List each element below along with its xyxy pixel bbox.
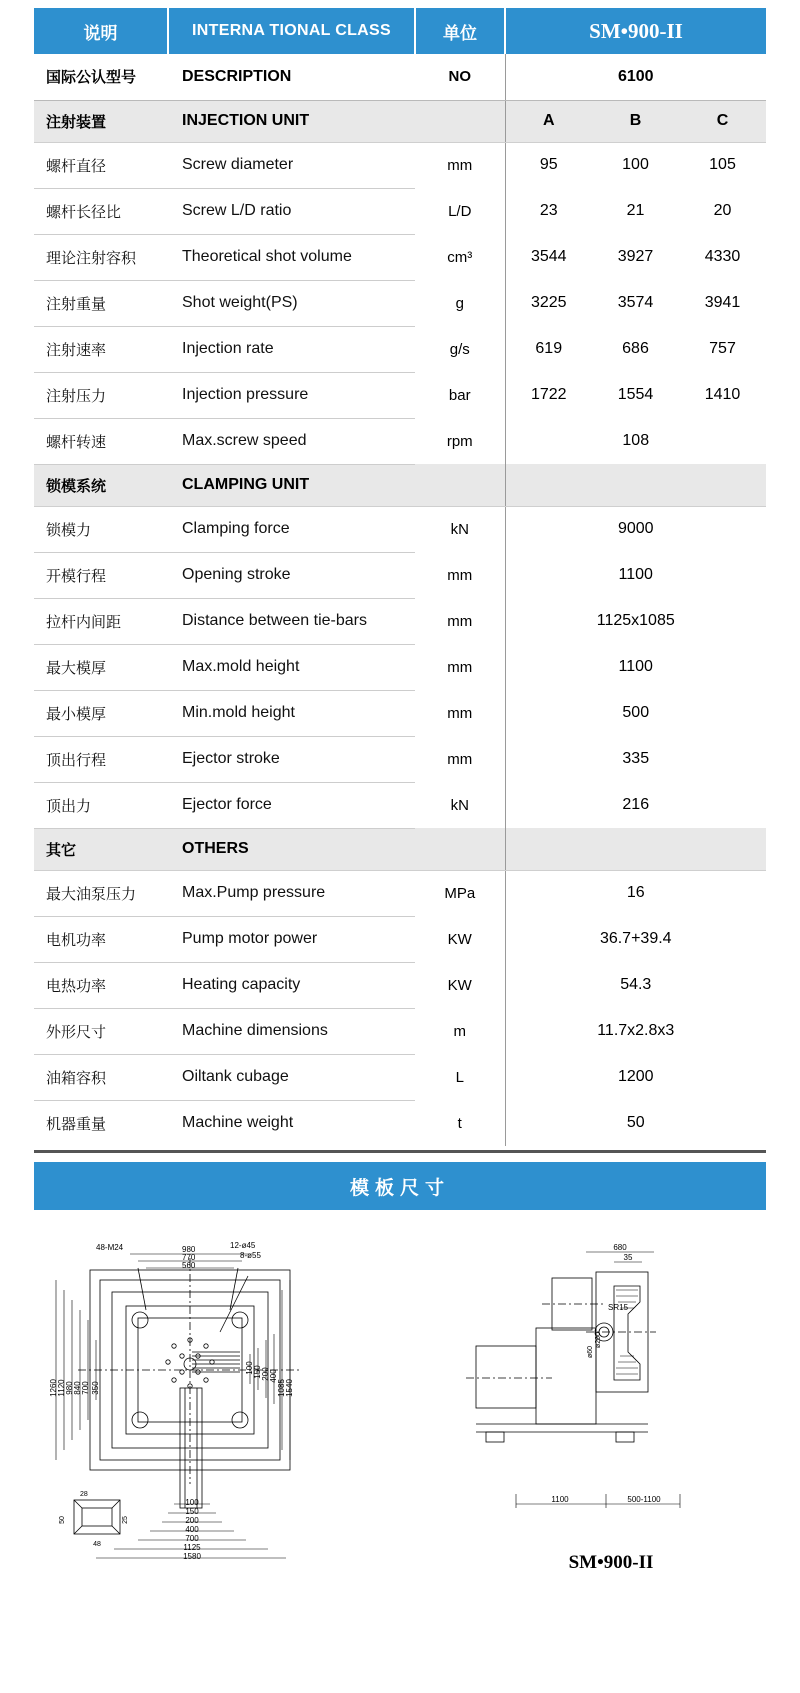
row-value-span: 50 [505,1100,766,1146]
row-en: Injection pressure [168,372,415,418]
row-value-a: 3544 [505,234,592,280]
row-cn: 顶出力 [34,782,168,828]
platen-dim-b6: 1125 [183,1543,201,1552]
row-en: Theoretical shot volume [168,234,415,280]
section-en: INJECTION UNIT [168,100,415,142]
row-en: Max.screw speed [168,418,415,464]
machine-label-sr15: SR15 [608,1303,629,1312]
table-row [34,1008,766,1054]
row-unit: mm [447,612,473,630]
machine-drawing [456,1228,766,1574]
table-row [34,644,766,690]
table-row [34,1100,766,1146]
header-unit: 单位 [415,8,505,54]
row-value-c: 105 [709,156,736,174]
row-cn: 电机功率 [34,916,168,962]
platen-dim-840: 840 [73,1381,82,1395]
machine-dim-d60: ø60 [587,1345,594,1359]
row-cn: 拉杆内间距 [34,598,168,644]
row-unit: mm [447,704,473,722]
row-cn: 螺杆长径比 [34,188,168,234]
row-value-a: 23 [505,188,592,234]
section-unit-blank [415,828,505,870]
machine-dim-500-1100: 500-1100 [627,1495,661,1504]
section-header-injection [34,100,766,142]
row-cn: 外形尺寸 [34,1008,168,1054]
table-row [34,552,766,598]
row-value-b: 3574 [617,294,654,311]
table-row [34,142,766,188]
row-en: Max.Pump pressure [168,870,415,916]
row-value-span: 54.3 [505,962,766,1008]
row-cn: 油箱容积 [34,1054,168,1100]
platen-dim-200: 200 [261,1367,270,1381]
row-cn: 最小模厚 [34,690,168,736]
row-cn: 最大模厚 [34,644,168,690]
platen-dim-150: 150 [253,1365,262,1379]
detail-dim-28: 28 [80,1491,88,1498]
platen-dim-980: 980 [65,1381,74,1395]
row-cn: 注射速率 [34,326,168,372]
header-en: INTERNA TIONAL CLASS [168,8,415,54]
platen-drawing [34,1228,364,1568]
row-unit: kN [450,796,469,814]
row-unit: bar [448,386,471,404]
row-value-b: 1554 [617,386,654,403]
row-cn: 理论注射容积 [34,234,168,280]
platen-dim-b2: 150 [185,1507,199,1516]
row-en: Screw diameter [168,142,415,188]
table-bottom-rule [34,1150,766,1153]
row-value-b: 100 [622,156,649,174]
table-row [34,506,766,552]
table-row [34,598,766,644]
drawings-area [34,1228,766,1574]
table-row [34,916,766,962]
machine-dim-1100: 1100 [551,1495,569,1504]
row-value-c: 4330 [704,248,741,265]
platen-dim-700: 700 [81,1381,90,1395]
machine-dim-680: 680 [613,1243,627,1252]
row-en: Opening stroke [168,552,415,598]
row-unit: mm [447,156,473,174]
column-header-a: A [505,100,592,142]
row-unit: mm [447,750,473,768]
table-row [34,372,766,418]
row-value-c: 757 [709,340,736,357]
detail-dim-50: 50 [59,1516,66,1524]
table-header-row [34,8,766,54]
row-unit: KW [447,976,472,994]
platen-dim-400: 400 [269,1369,278,1383]
row-value-span: 11.7x2.8x3 [505,1008,766,1054]
row-value-b: 686 [622,340,649,357]
row-en: Oiltank cubage [168,1054,415,1100]
row-en: Max.mold height [168,644,415,690]
row-value-span: 36.7+39.4 [505,916,766,962]
section-cn: 其它 [34,828,168,870]
section-en: CLAMPING UNIT [168,464,415,506]
row-value-span: 16 [505,870,766,916]
row-cn: 电热功率 [34,962,168,1008]
row-cn: 螺杆转速 [34,418,168,464]
row-unit: mm [447,658,473,676]
platen-dim-560: 560 [182,1261,196,1270]
row-en: Clamping force [168,506,415,552]
row-value-span: 1200 [505,1054,766,1100]
platen-svg [34,1228,364,1568]
table-row [34,188,766,234]
section-cn: 锁模系统 [34,464,168,506]
row-unit: rpm [446,432,473,450]
row-cn: 最大油泵压力 [34,870,168,916]
section-unit-blank [415,100,505,142]
row-value-b: 3927 [617,248,654,265]
row-unit: L [455,1068,464,1086]
row-en: Machine weight [182,1114,294,1132]
row-cn: 注射重量 [34,280,168,326]
machine-svg [456,1228,766,1548]
row-value-a: 1722 [505,372,592,418]
row-value-c: 3941 [704,294,741,311]
row-unit: m [453,1022,466,1040]
row-value-a: 3225 [505,280,592,326]
row-value-span: 9000 [505,506,766,552]
row-cn: 机器重量 [46,1115,107,1133]
row-value-a: 619 [505,326,592,372]
machine-dim-35: 35 [623,1253,633,1262]
row-cn: 开模行程 [34,552,168,598]
platen-dimensions-banner: 模板尺寸 [34,1162,766,1210]
platen-dim-980: 980 [182,1245,196,1254]
section-header-others [34,828,766,870]
row-unit: KW [447,930,472,948]
table-row [34,234,766,280]
section-unit-blank [415,464,505,506]
specification-table [34,8,766,1146]
platen-dim-100: 100 [245,1361,254,1375]
row-unit: g/s [449,340,470,358]
row-cn: 螺杆直径 [34,142,168,188]
row-value-span: 216 [505,782,766,828]
row-en: Screw L/D ratio [168,188,415,234]
table-row [34,870,766,916]
row-unit: cm³ [447,248,473,266]
row-unit: g [455,294,464,312]
column-header-c: C [679,100,766,142]
row-unit: t [457,1114,462,1132]
section-header-clamping [34,464,766,506]
row-en: Ejector force [168,782,415,828]
machine-dim-d200: ø200 [595,1332,602,1348]
row-en: Machine dimensions [168,1008,415,1054]
platen-label-8-holes: 8-ø55 [240,1251,261,1260]
table-row [34,782,766,828]
platen-dim-1260: 1260 [49,1379,58,1397]
table-row [34,326,766,372]
row-value-span: 1100 [505,552,766,598]
row-value-b: 21 [626,202,645,219]
row-en: Distance between tie-bars [168,598,415,644]
machine-caption: SM•900-II [568,1552,654,1573]
platen-dim-350: 350 [91,1381,100,1395]
row-en: Pump motor power [168,916,415,962]
platen-dim-b5: 700 [185,1534,199,1543]
table-row [34,736,766,782]
row-cn: 锁模力 [34,506,168,552]
row-cn: 注射压力 [34,372,168,418]
row-en: Heating capacity [168,962,415,1008]
platen-dim-b4: 400 [185,1525,199,1534]
table-row [34,690,766,736]
model-row-cn: 国际公认型号 [34,54,168,100]
row-value-span: 335 [505,736,766,782]
header-cn: 说明 [34,8,168,54]
detail-dim-25: 25 [122,1516,129,1524]
model-row-unit: NO [415,54,505,100]
detail-dim-48: 48 [93,1541,101,1548]
platen-dim-b7: 1580 [183,1552,201,1561]
row-unit: MPa [444,884,476,902]
row-unit: L/D [448,202,472,220]
platen-dim-b1: 100 [185,1498,199,1507]
row-cn: 顶出行程 [34,736,168,782]
row-value-span: 1125x1085 [505,598,766,644]
platen-dim-1085: 1085 [277,1379,286,1397]
row-unit: kN [450,520,469,538]
table-row [34,1054,766,1100]
model-row-en: DESCRIPTION [168,54,415,100]
row-value-c: 20 [713,202,732,219]
section-cn: 注射装置 [34,100,168,142]
platen-dim-770: 770 [182,1253,196,1262]
table-row [34,280,766,326]
row-value-span: 108 [505,418,766,464]
row-en: Injection rate [168,326,415,372]
model-row-value: 6100 [505,54,766,100]
header-model: SM•900-II [505,8,766,54]
row-en: Ejector stroke [168,736,415,782]
section-value-blank [505,828,766,870]
platen-label-48-m24: 48-M24 [96,1243,124,1252]
table-row [34,418,766,464]
row-en: Min.mold height [168,690,415,736]
model-row [34,54,766,100]
row-value-span: 500 [505,690,766,736]
row-en: Shot weight(PS) [168,280,415,326]
section-value-blank [505,464,766,506]
platen-label-12-holes: 12-ø45 [230,1241,256,1250]
row-value-a: 95 [505,142,592,188]
row-value-span: 1100 [505,644,766,690]
platen-dim-b3: 200 [185,1516,199,1525]
platen-dim-1540: 1540 [285,1379,294,1397]
row-unit: mm [447,566,473,584]
column-header-b: B [592,100,679,142]
platen-dim-1120: 1120 [57,1379,66,1397]
table-row [34,962,766,1008]
row-value-c: 1410 [704,386,741,403]
section-en: OTHERS [168,828,415,870]
